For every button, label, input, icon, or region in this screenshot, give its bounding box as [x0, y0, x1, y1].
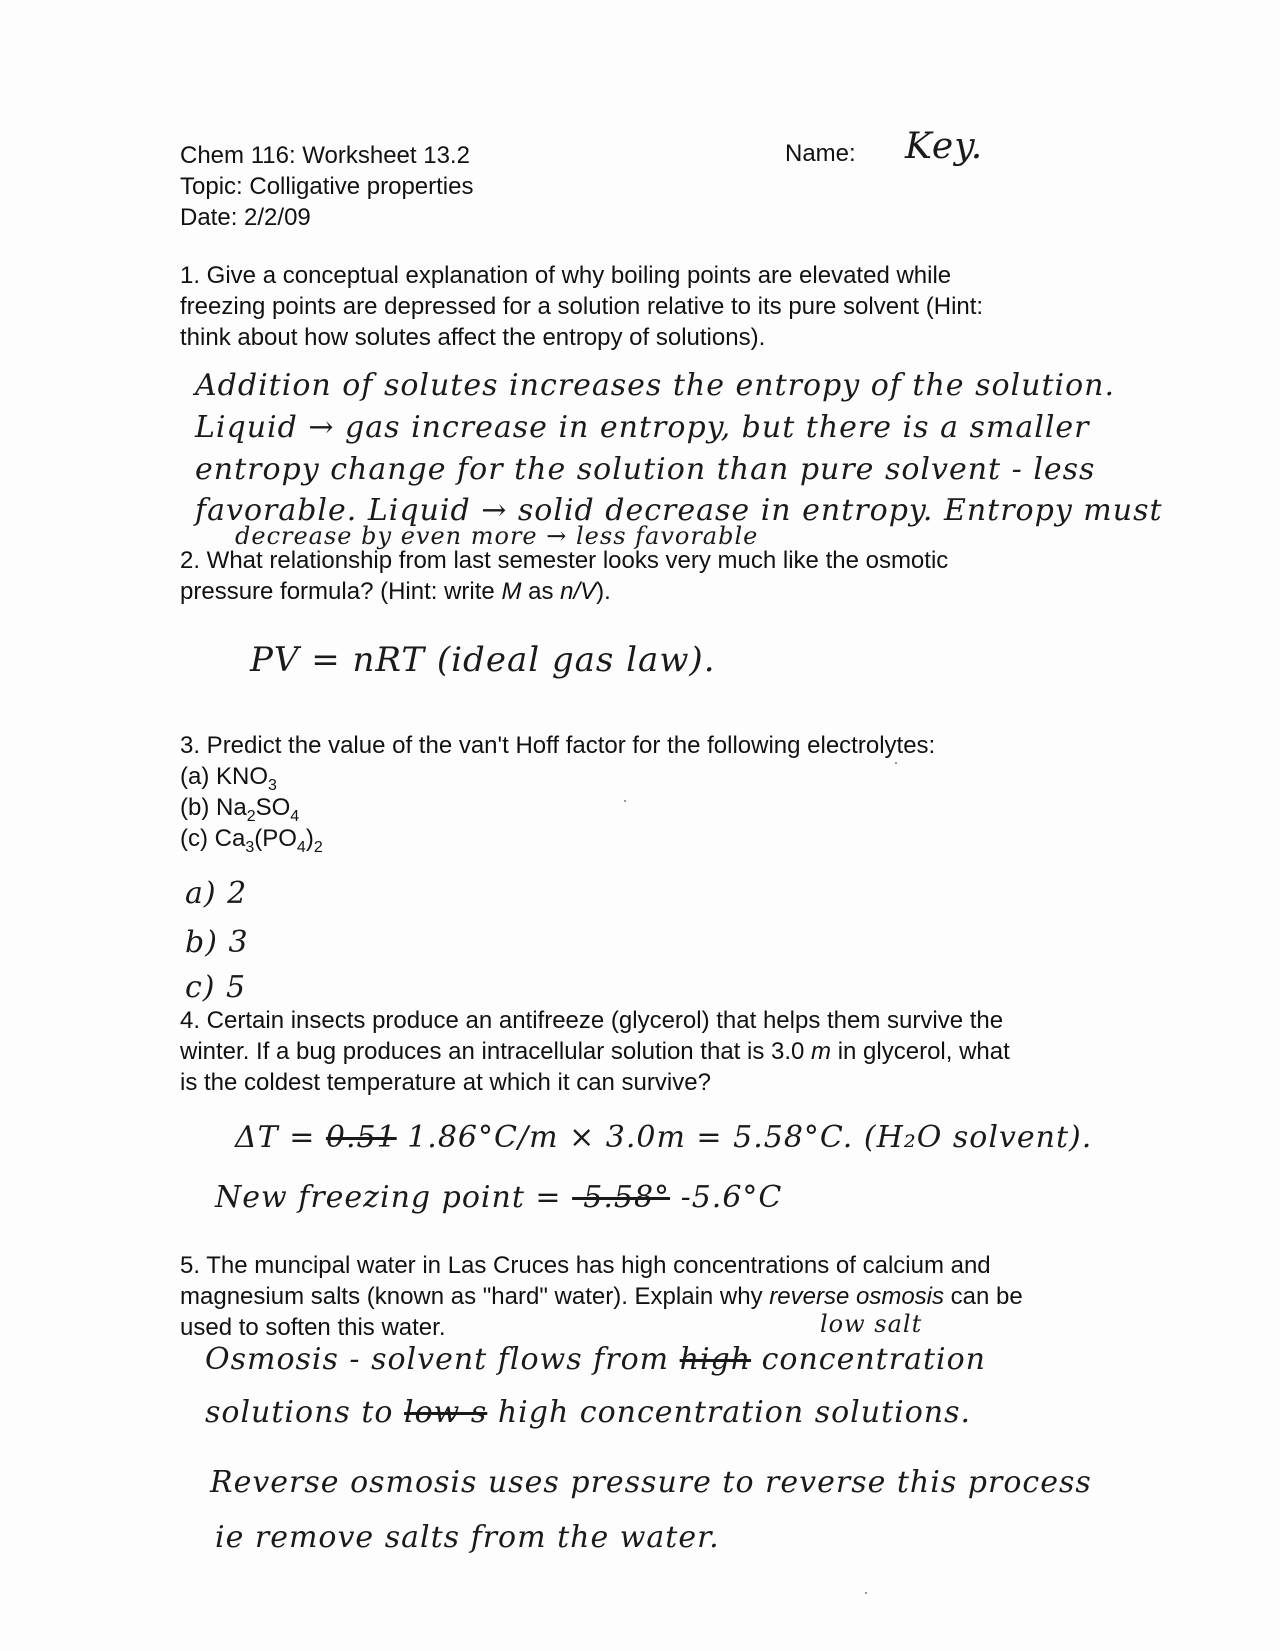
q3-item-c: (c) $Ca_3(PO_4)_2$ — [180, 825, 323, 856]
name-label: Name: — [785, 140, 856, 167]
q5-answer-3: Reverse osmosis uses pressure to reverse this process — [210, 1465, 1092, 1500]
q1-answer-1: Addition of solutes increases the entropy of the solution. — [195, 368, 1116, 403]
scan-speck — [865, 1592, 867, 1594]
name-handwritten: Key. — [905, 126, 984, 167]
q4-answer-1: ΔT = 0.51 1.86°C/m × 3.0m = 5.58°C. (H₂O solvent). — [235, 1120, 1093, 1155]
q5-answer-4: ie remove salts from the water. — [215, 1520, 720, 1555]
q3-line: 3. Predict the value of the van't Hoff factor for the following electrolytes: — [180, 732, 936, 759]
q4-answer-2: New freezing point = -5.58° -5.6°C — [215, 1180, 783, 1215]
q5-insert-low-salt: low salt — [820, 1310, 923, 1338]
q1-answer-3: entropy change for the solution than pure solvent - less — [195, 452, 1096, 487]
q1-answer-2: Liquid → gas increase in entropy, but there is a smaller — [195, 410, 1090, 445]
q2-line-1: 2. What relationship from last semester looks very much like the osmotic — [180, 547, 949, 574]
q3-item-b: (b) $Na_2SO_4$ — [180, 794, 300, 825]
scan-speck — [895, 762, 897, 764]
q1-answer-5: decrease by even more → less favorable — [235, 522, 759, 550]
q4-line-3: is the coldest temperature at which it can survive? — [180, 1069, 711, 1096]
q4-line-1: 4. Certain insects produce an antifreeze (glycerol) that helps them survive the — [180, 1007, 1004, 1034]
q1-line-1: 1. Give a conceptual explanation of why boiling points are elevated while — [180, 262, 952, 289]
q1-line-3: think about how solutes affect the entropy of solutions). — [180, 324, 766, 351]
q5-answer-2: solutions to low s high concentration solutions. — [205, 1395, 972, 1430]
q5-line-3: used to soften this water. — [180, 1314, 446, 1341]
q2-line-2: pressure formula? (Hint: write M as n/V). — [180, 578, 611, 605]
q2-answer: PV = nRT (ideal gas law). — [250, 640, 716, 680]
q3-answer-a: a) 2 — [185, 876, 248, 911]
q5-answer-1: Osmosis - solvent flows from high concentration — [205, 1342, 986, 1377]
scan-speck — [624, 800, 626, 802]
q5-line-2: magnesium salts (known as "hard" water). Explain why reverse osmosis can be — [180, 1283, 1023, 1310]
q1-line-2: freezing points are depressed for a solution relative to its pure solvent (Hint: — [180, 293, 984, 320]
course-title: Chem 116: Worksheet 13.2 — [180, 142, 470, 169]
q3-answer-c: c) 5 — [185, 970, 247, 1005]
q3-item-a: (a) $KNO_3$ — [180, 763, 277, 794]
q3-answer-b: b) 3 — [185, 925, 249, 960]
q5-line-1: 5. The muncipal water in Las Cruces has high concentrations of calcium and — [180, 1252, 991, 1279]
date-line: Date: 2/2/09 — [180, 204, 311, 231]
q1-answer-4: favorable. Liquid → solid decrease in entropy. Entropy must — [195, 493, 1163, 528]
topic-line: Topic: Colligative properties — [180, 173, 474, 200]
q4-line-2: winter. If a bug produces an intracellular solution that is 3.0 m in glycerol, what — [180, 1038, 1010, 1065]
